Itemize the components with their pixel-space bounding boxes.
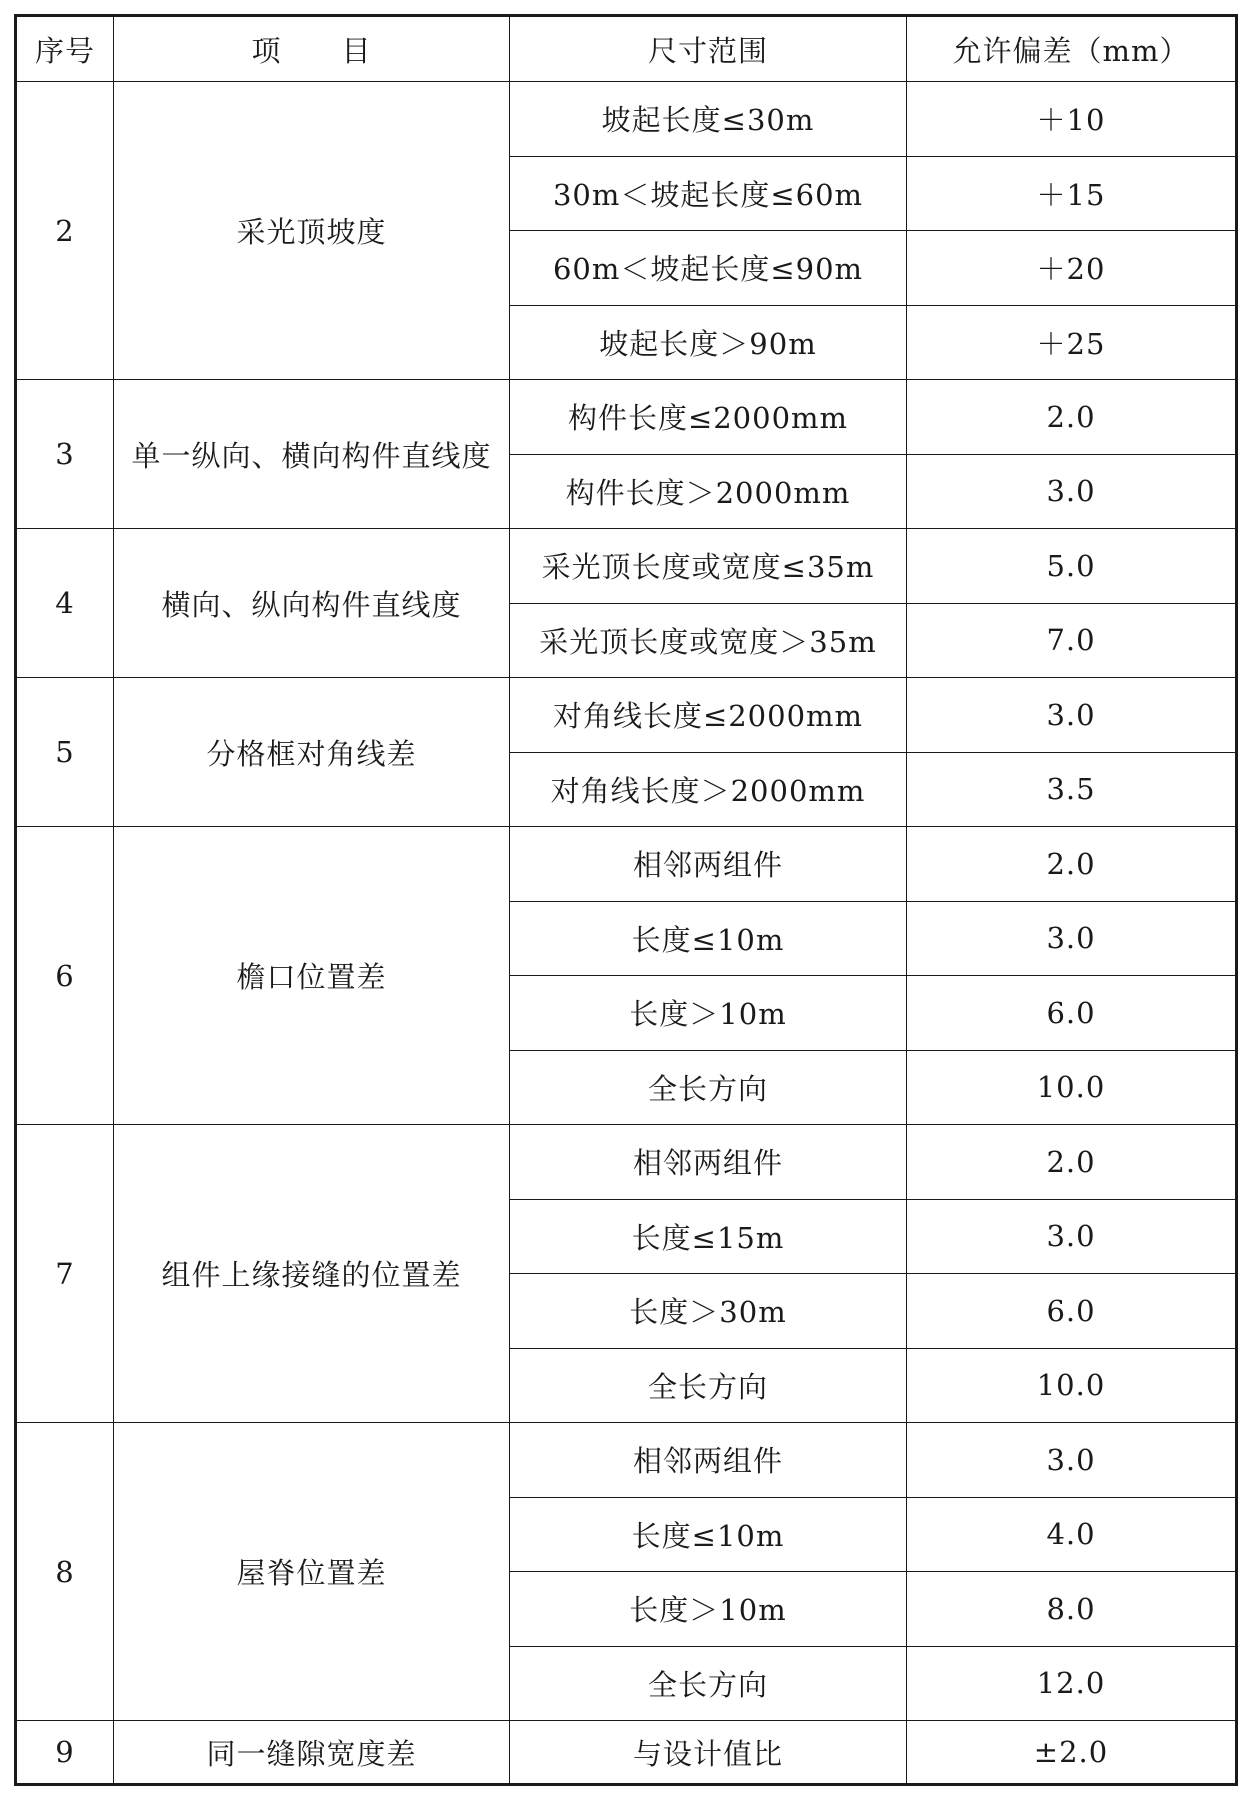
tolerance-cell: ＋25 [907,305,1237,380]
range-cell: 构件长度≤2000mm [510,380,907,455]
tolerance-cell: 10.0 [907,1050,1237,1125]
range-cell: 长度＞10m [510,1572,907,1647]
table-header [16,16,1237,82]
range-cell: 长度＞10m [510,976,907,1051]
range-cell: 相邻两组件 [510,827,907,902]
range-cell: 30m＜坡起长度≤60m [510,156,907,231]
row-number-cell: 7 [16,1125,114,1423]
range-cell: 全长方向 [510,1646,907,1721]
tolerance-cell: 6.0 [907,1274,1237,1349]
header-tolerance: 允许偏差（mm） [907,16,1237,82]
item-cell: 组件上缘接缝的位置差 [114,1125,510,1423]
range-cell: 全长方向 [510,1348,907,1423]
range-cell: 长度≤10m [510,1497,907,1572]
tolerance-cell: 3.0 [907,678,1237,753]
tolerance-cell: 7.0 [907,603,1237,678]
row-number-cell: 6 [16,827,114,1125]
tolerance-cell: ±2.0 [907,1721,1237,1785]
header-no: 序号 [16,16,114,82]
tolerance-cell: 3.0 [907,454,1237,529]
tolerance-cell: ＋20 [907,231,1237,306]
range-cell: 与设计值比 [510,1721,907,1785]
range-cell: 对角线长度≤2000mm [510,678,907,753]
range-cell: 对角线长度＞2000mm [510,752,907,827]
table-body [16,82,1237,1785]
tolerance-cell: ＋10 [907,82,1237,157]
range-cell: 坡起长度≤30m [510,82,907,157]
row-number-cell: 9 [16,1721,114,1785]
tolerance-cell: 3.5 [907,752,1237,827]
row-number-cell: 3 [16,380,114,529]
range-cell: 坡起长度＞90m [510,305,907,380]
range-cell: 全长方向 [510,1050,907,1125]
row-number-cell: 5 [16,678,114,827]
item-cell: 采光顶坡度 [114,82,510,380]
tolerance-cell: 2.0 [907,1125,1237,1200]
tolerance-cell: 3.0 [907,1423,1237,1498]
tolerance-cell: ＋15 [907,156,1237,231]
item-cell: 单一纵向、横向构件直线度 [114,380,510,529]
row-number-cell: 2 [16,82,114,380]
item-cell: 同一缝隙宽度差 [114,1721,510,1785]
tolerance-cell: 5.0 [907,529,1237,604]
table-row [16,678,1237,753]
item-cell: 檐口位置差 [114,827,510,1125]
item-cell: 屋脊位置差 [114,1423,510,1721]
range-cell: 长度＞30m [510,1274,907,1349]
range-cell: 构件长度＞2000mm [510,454,907,529]
tolerance-cell: 2.0 [907,827,1237,902]
table-row [16,529,1237,604]
tolerance-table [14,14,1238,1786]
tolerance-cell: 12.0 [907,1646,1237,1721]
table-row [16,380,1237,455]
range-cell: 60m＜坡起长度≤90m [510,231,907,306]
item-cell: 分格框对角线差 [114,678,510,827]
tolerance-cell: 8.0 [907,1572,1237,1647]
row-number-cell: 4 [16,529,114,678]
tolerance-cell: 2.0 [907,380,1237,455]
table-row [16,1423,1237,1498]
range-cell: 相邻两组件 [510,1125,907,1200]
header-item: 项 目 [114,16,510,82]
table-row [16,827,1237,902]
tolerance-cell: 3.0 [907,1199,1237,1274]
tolerance-cell: 10.0 [907,1348,1237,1423]
tolerance-cell: 3.0 [907,901,1237,976]
range-cell: 采光顶长度或宽度＞35m [510,603,907,678]
table-row [16,82,1237,157]
range-cell: 采光顶长度或宽度≤35m [510,529,907,604]
tolerance-cell: 4.0 [907,1497,1237,1572]
range-cell: 长度≤15m [510,1199,907,1274]
row-number-cell: 8 [16,1423,114,1721]
table-row [16,1125,1237,1200]
table-row [16,1721,1237,1785]
range-cell: 相邻两组件 [510,1423,907,1498]
item-cell: 横向、纵向构件直线度 [114,529,510,678]
header-row [16,16,1237,82]
tolerance-cell: 6.0 [907,976,1237,1051]
range-cell: 长度≤10m [510,901,907,976]
header-range: 尺寸范围 [510,16,907,82]
